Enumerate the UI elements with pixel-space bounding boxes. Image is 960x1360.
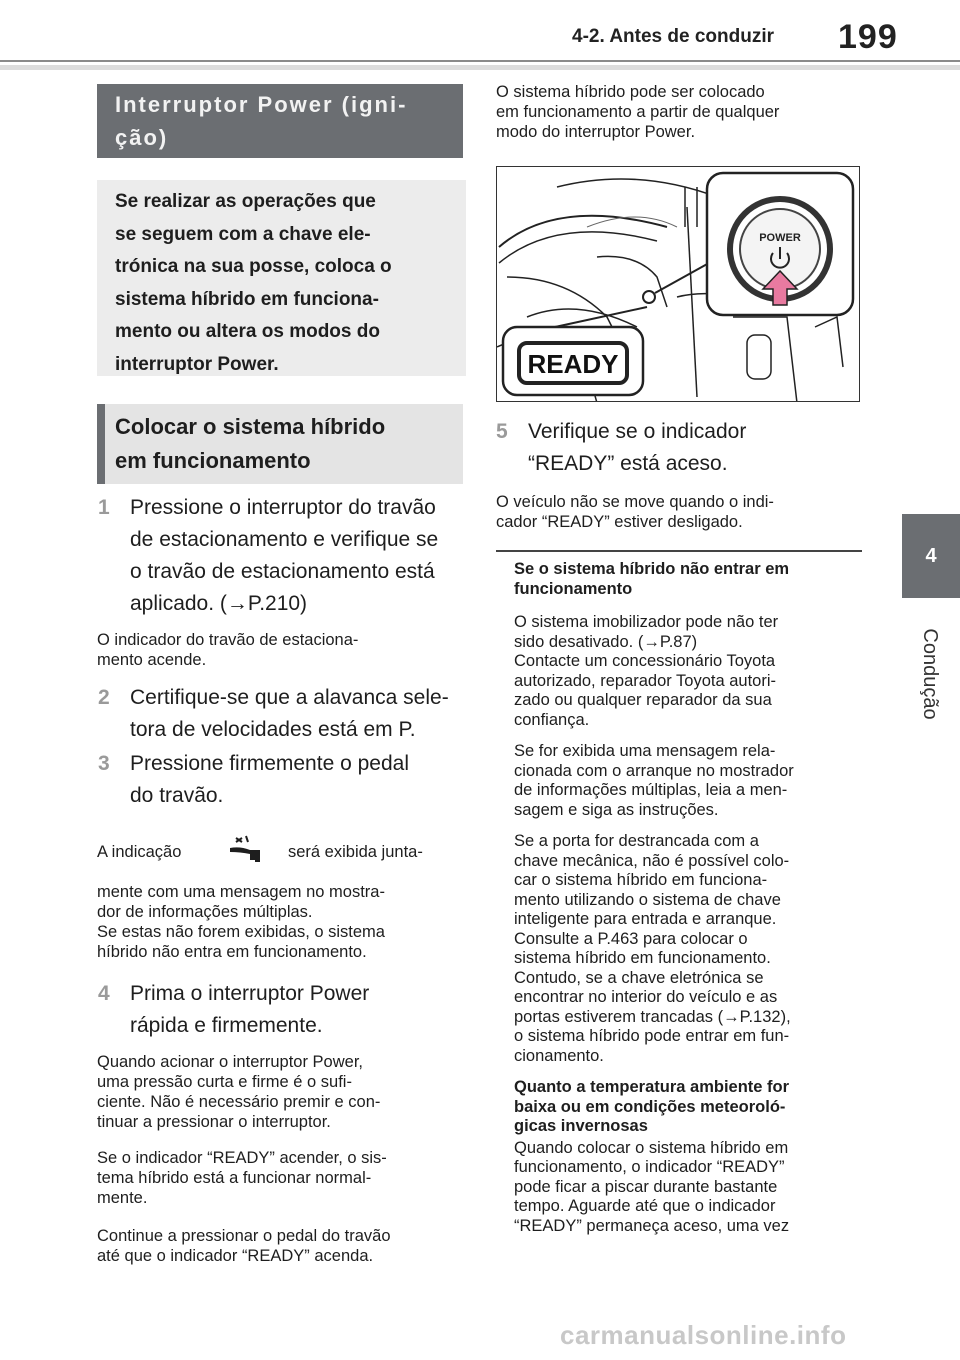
note-line: mente. xyxy=(97,1189,148,1207)
step-4-note-a xyxy=(97,1052,380,1132)
warning-line: chave mecânica, não é possível colo- xyxy=(514,851,790,870)
warning-line: pode ficar a piscar durante bastante xyxy=(514,1177,778,1196)
page-title xyxy=(97,84,463,158)
warning-line: car o sistema híbrido em funciona- xyxy=(514,871,768,889)
warning-line: Contudo, se a chave eletrónica se xyxy=(514,968,764,987)
warning-line: encontrar no interior do veículo e as xyxy=(514,988,778,1006)
warning-body xyxy=(514,742,864,820)
intro-line: trónica na sua posse, coloca o xyxy=(115,256,392,277)
notes-divider xyxy=(496,550,862,552)
step-number: 4 xyxy=(98,982,110,1005)
header-divider xyxy=(0,60,960,62)
warning-line: inteligente para entrada e arranque. xyxy=(514,910,777,928)
step-4-note-c xyxy=(97,1226,391,1266)
warning-heading-line: Se o sistema híbrido não entrar em xyxy=(514,560,790,578)
note-line: híbrido não entra em funcionamento. xyxy=(97,943,367,961)
section-title: 4-2. Antes de conduzir xyxy=(572,26,774,47)
warning-line: funcionamento, o indicador “READY” xyxy=(514,1158,785,1176)
subsection-heading-line: Colocar o sistema híbrido xyxy=(115,414,386,439)
intro-line: interruptor Power. xyxy=(115,353,279,375)
warning-body xyxy=(514,1139,864,1237)
warning-line: Se for exibida uma mensagem rela- xyxy=(514,742,776,760)
step-line: do travão. xyxy=(130,784,224,807)
note-line: modo do interruptor Power. xyxy=(496,123,696,141)
subsection-heading-line: em funcionamento xyxy=(115,448,311,473)
step-line: aplicado. (→P.210) xyxy=(130,592,308,615)
note-line: O sistema híbrido pode ser colocado xyxy=(496,83,765,101)
intro-line: mento ou altera os modos do xyxy=(115,321,380,342)
step-line: tora de velocidades está em P. xyxy=(130,718,416,741)
step-line: Pressione o interruptor do travão xyxy=(130,496,436,519)
step-2 xyxy=(98,682,468,746)
warning-line: Se a porta for destrancada com a xyxy=(514,832,759,850)
note-line: tinuar a pressionar o interruptor. xyxy=(97,1113,331,1131)
warning-heading xyxy=(514,1078,864,1137)
note-line: Se estas não forem exibidas, o sistema xyxy=(97,923,385,941)
right-intro xyxy=(496,82,779,142)
step-5-note xyxy=(496,492,774,532)
page-title-line: ção) xyxy=(115,125,169,150)
warning-body xyxy=(514,832,864,1066)
step-5 xyxy=(496,416,862,480)
note-text: A indicação xyxy=(97,843,182,861)
warning-body xyxy=(514,613,864,730)
note-line: cador “READY” estiver desligado. xyxy=(496,513,743,531)
note-line: ciente. Não é necessário premir e con- xyxy=(97,1093,381,1111)
chapter-tab-label: Condução xyxy=(919,628,942,720)
chapter-tab-number[interactable]: 4 xyxy=(902,514,960,598)
warning-heading-line: funcionamento xyxy=(514,579,633,598)
note-line: Continue a pressionar o pedal do travão xyxy=(97,1227,391,1245)
intro-line: Se realizar as operações que xyxy=(115,191,376,212)
note-line: Quando acionar o interruptor Power, xyxy=(97,1053,363,1071)
warning-heading-line: baixa ou em condições meteoroló- xyxy=(514,1097,786,1116)
warning-line: confiança. xyxy=(514,710,590,729)
step-3-note-inline-end xyxy=(288,842,423,862)
step-3-note xyxy=(97,882,385,962)
power-switch-illustration xyxy=(496,166,860,402)
warning-line: cionada com o arranque no mostrador xyxy=(514,761,794,780)
intro-line: se seguem com a chave ele- xyxy=(115,223,371,245)
warning-line: Contacte um concessionário Toyota xyxy=(514,652,776,670)
brake-pedal-indicator-icon xyxy=(226,834,264,864)
subsection-heading xyxy=(97,404,463,484)
watermark: carmanualsonline.info xyxy=(560,1320,847,1350)
note-line: em funcionamento a partir de qualquer xyxy=(496,103,780,121)
step-line: de estacionamento e verifique se xyxy=(130,528,439,551)
warning-line: sido desativado. (→P.87) xyxy=(514,632,698,651)
note-line: dor de informações múltiplas. xyxy=(97,903,313,921)
step-line: “READY” está aceso. xyxy=(528,452,728,475)
note-line: mente com uma mensagem no mostra- xyxy=(97,883,385,901)
warning-line: o sistema híbrido pode entrar em fun- xyxy=(514,1027,790,1045)
step-line: o travão de estacionamento está xyxy=(130,560,435,583)
step-1-note xyxy=(97,630,358,670)
warning-line: O sistema imobilizador pode não ter xyxy=(514,613,779,631)
warning-heading xyxy=(514,560,864,599)
warning-line: de informações múltiplas, leia a men- xyxy=(514,781,788,799)
warning-line: tempo. Aguarde até que o indicador xyxy=(514,1197,776,1215)
step-4 xyxy=(98,978,468,1042)
warning-line: sagem e siga as instruções. xyxy=(514,800,719,819)
step-number: 2 xyxy=(98,686,110,709)
note-text: será exibida junta- xyxy=(288,843,423,861)
note-line: Se o indicador “READY” acender, o sis- xyxy=(97,1149,387,1167)
warning-line: Quando colocar o sistema híbrido em xyxy=(514,1138,789,1157)
warning-line: cionamento. xyxy=(514,1046,604,1065)
step-number: 1 xyxy=(98,496,110,519)
note-line: mento acende. xyxy=(97,651,207,669)
dashboard-drawing xyxy=(497,167,860,402)
step-line: rápida e firmemente. xyxy=(130,1014,323,1037)
step-3-note-inline xyxy=(97,842,181,862)
warning-line: portas estiverem trancadas (→P.132), xyxy=(514,1007,791,1026)
ready-indicator-label: READY xyxy=(527,349,619,379)
warning-heading-line: Quanto a temperatura ambiente for xyxy=(514,1078,790,1096)
warning-line: autorizado, reparador Toyota autori- xyxy=(514,671,777,690)
step-number: 3 xyxy=(98,752,110,775)
power-button-label: POWER xyxy=(759,232,801,244)
warning-line: Consulte a P.463 para colocar o xyxy=(514,929,748,948)
warning-not-starting xyxy=(514,560,864,1236)
intro-line: sistema híbrido em funciona- xyxy=(115,288,379,310)
step-4-note-b xyxy=(97,1148,387,1208)
step-line: Prima o interruptor Power xyxy=(130,982,370,1005)
note-line: O veículo não se move quando o indi- xyxy=(496,493,774,511)
step-line: Verifique se o indicador xyxy=(528,420,747,443)
warning-line: mento utilizando o sistema de chave xyxy=(514,890,781,909)
warning-line: sistema híbrido em funcionamento. xyxy=(514,949,771,967)
page-title-line: Interruptor Power (igni- xyxy=(115,92,408,117)
header-divider-shadow xyxy=(0,65,960,70)
warning-heading-line: gicas invernosas xyxy=(514,1117,648,1135)
warning-line: “READY” permaneça aceso, uma vez xyxy=(514,1216,790,1235)
note-line: até que o indicador “READY” acenda. xyxy=(97,1247,374,1265)
step-1 xyxy=(98,492,468,620)
intro-summary xyxy=(97,180,466,376)
note-line: O indicador do travão de estaciona- xyxy=(97,631,359,649)
step-line: Certifique-se que a alavanca sele- xyxy=(130,686,449,709)
step-line: Pressione firmemente o pedal xyxy=(130,752,409,775)
step-number: 5 xyxy=(496,420,508,443)
page-number: 199 xyxy=(838,18,898,56)
note-line: uma pressão curta e firme é o sufi- xyxy=(97,1073,352,1091)
step-3 xyxy=(98,748,468,812)
note-line: tema híbrido está a funcionar normal- xyxy=(97,1169,372,1187)
warning-line: zado ou qualquer reparador da sua xyxy=(514,691,772,709)
